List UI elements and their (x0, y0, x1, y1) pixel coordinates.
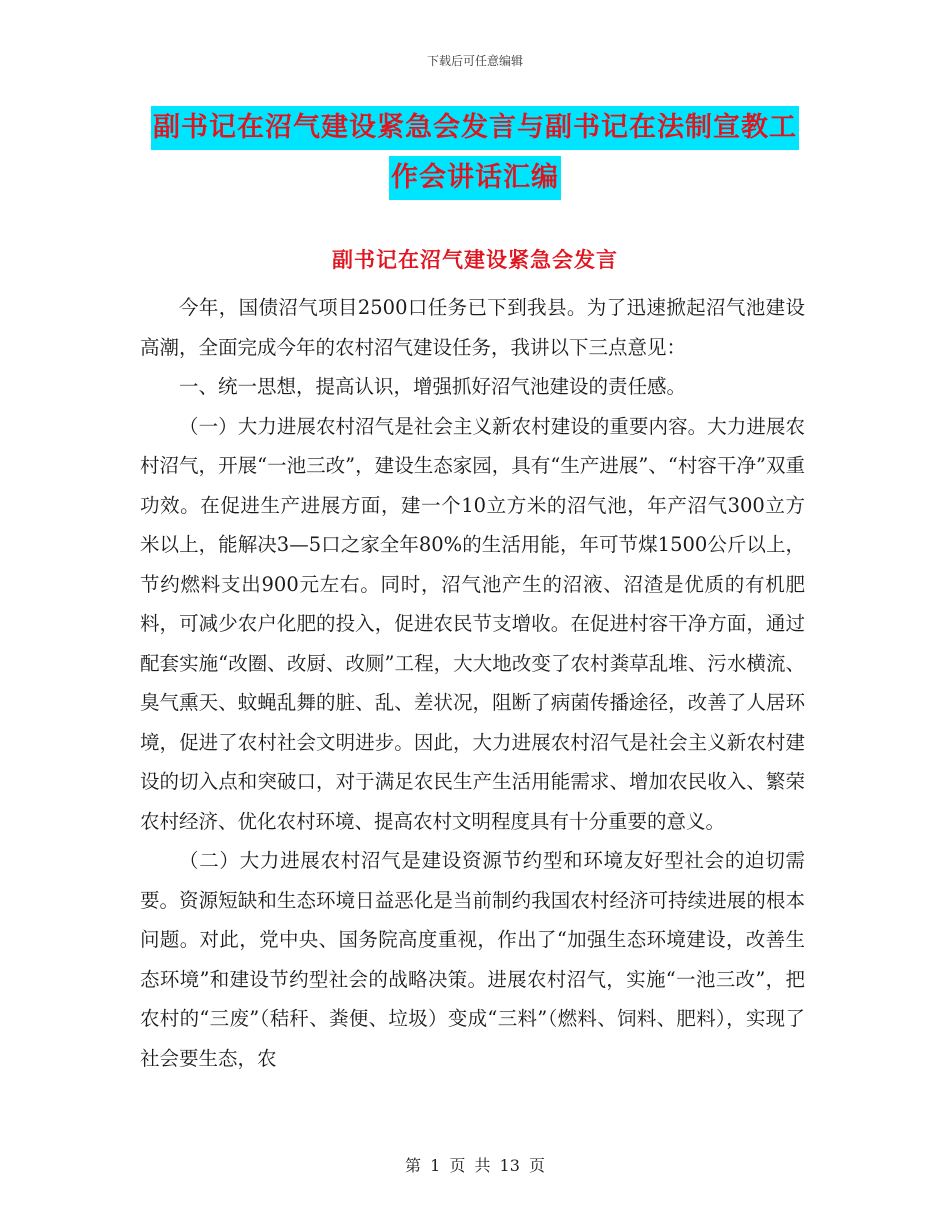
title-line-1: 副书记在沼气建设紧急会发言与副书记在法制宣教工 (151, 106, 799, 150)
document-title (140, 106, 810, 206)
title-line-2: 作会讲话汇编 (389, 156, 561, 200)
paragraph-heading-1: 一、统一思想，提高认识，增强抓好沼气池建设的责任感。 (179, 375, 687, 398)
paragraph-2: （二）大力进展农村沼气是建设资源节约型和环境友好型社会的迫切需要。资源短缺和生态环境日益恶化是当前制约我国农村经济可持续进展的根本问题。对此，党中央、国务院高度重视，作出了“加强生态环境建设，改善生态环境”和建设节约型社会的战略决策。进展农村沼气，实施“一池三改”，把农村的“三废”（秸秆、粪便、垃圾）变成“三料”（燃料、饲料、肥料），实现了社会要生态，农 (140, 849, 805, 1070)
paragraph-intro: 今年，国债沼气项目2500口任务已下到我县。为了迅速掀起沼气池建设高潮，全面完成今年的农村沼气建设任务，我讲以下三点意见： (140, 296, 805, 359)
page-footer: 第 1 页 共 13 页 (405, 1156, 545, 1175)
section-title: 副书记在沼气建设紧急会发言 (332, 247, 618, 272)
paragraph-1: （一）大力进展农村沼气是社会主义新农村建设的重要内容。大力进展农村沼气，开展“一池三改”，建设生态家园，具有“生产进展”、“村容干净”双重功效。在促进生产进展方面，建一个10立方米的沼气池，年产沼气300立方米以上，能解决3—5口之家全年80%的生活用能，年可节煤1500公斤以上，节约燃料支出900元左右。同时，沼气池产生的沼液、沼渣是优质的有机肥料，可减少农户化肥的投入，促进农民节支增收。在促进村容干净方面，通过配套实施“改圈、改厨、改厕”工程，大大地改变了农村粪草乱堆、污水横流、臭气熏天、蚊蝇乱舞的脏、乱、差状况，阻断了病菌传播途径，改善了人居环境，促进了农村社会文明进步。因此，大力进展农村沼气是社会主义新农村建设的切入点和突破口，对于满足农民生产生活用能需求、增加农民收入、繁荣农村经济、优化农村环境、提高农村文明程度具有十分重要的意义。 (140, 414, 805, 833)
header-note: 下载后可任意编辑 (426, 54, 523, 68)
body-text (140, 288, 805, 1078)
